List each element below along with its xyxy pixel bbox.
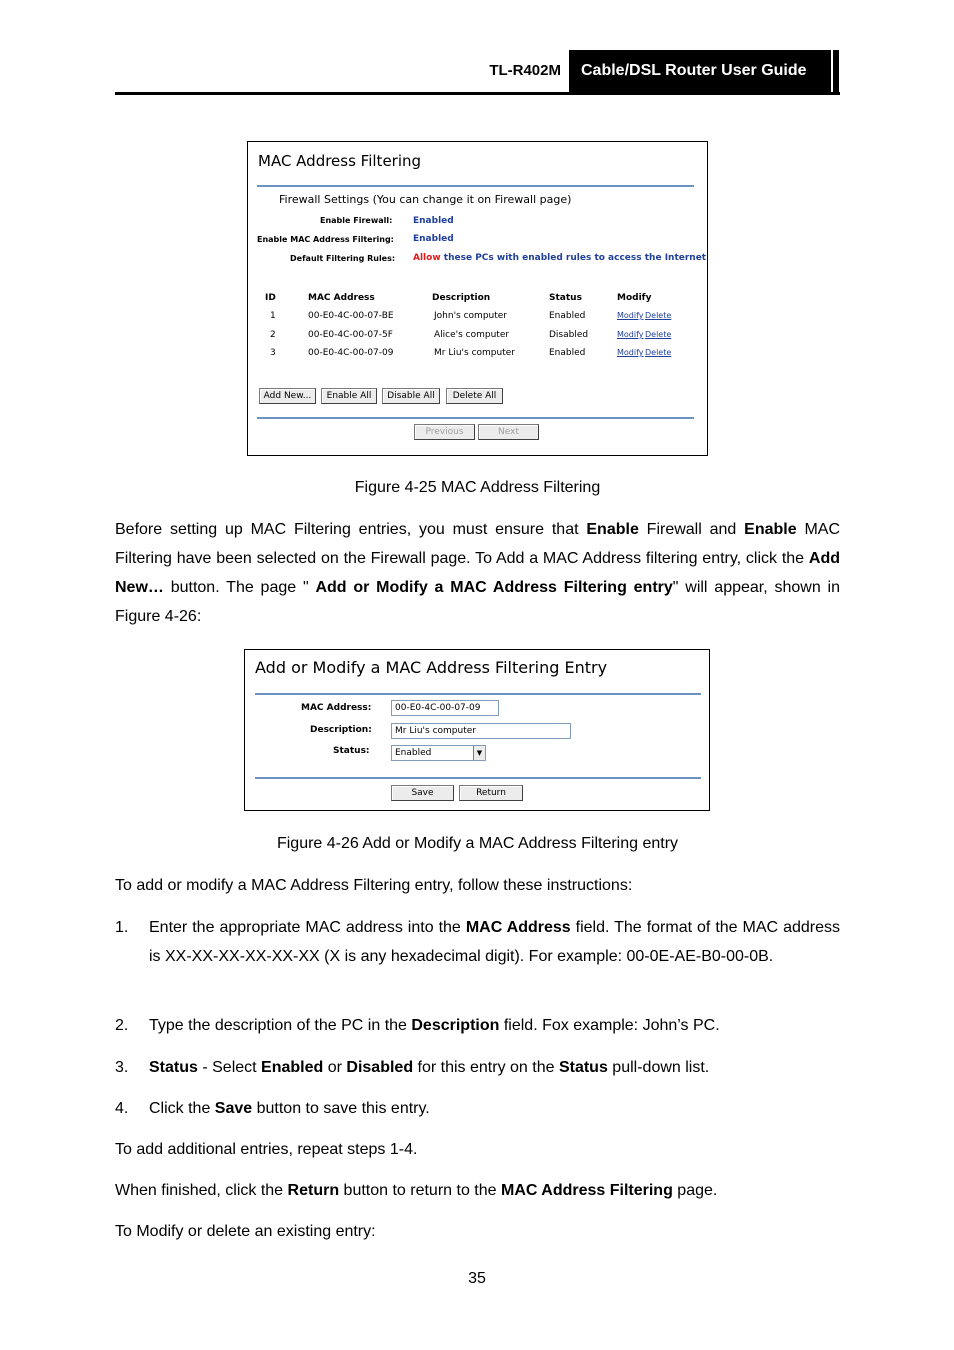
row-status: Enabled xyxy=(549,348,586,358)
mac-filtering-panel xyxy=(247,141,708,456)
chevron-down-icon[interactable]: ▼ xyxy=(473,746,485,760)
step-part: - Select xyxy=(197,1059,262,1076)
step-bold: MAC Address xyxy=(465,919,571,936)
delete-link[interactable]: Delete xyxy=(645,311,672,320)
title-divider xyxy=(257,185,694,187)
para-bold: Add New… xyxy=(115,550,840,596)
delete-link[interactable]: Delete xyxy=(645,348,672,357)
finished-text xyxy=(115,1176,840,1205)
figure-caption-2: Figure 4-26 Add or Modify a MAC Address Filtering entry xyxy=(276,835,679,852)
row-mac: 00-E0-4C-00-07-BE xyxy=(308,311,394,321)
step-part: or xyxy=(323,1059,347,1076)
modify-link[interactable]: Modify xyxy=(617,330,644,339)
para-text: Firewall and xyxy=(638,521,745,538)
para-bold: MAC Address Filtering xyxy=(500,1182,673,1199)
default-rules-value xyxy=(413,253,706,263)
para-text: Before setting up MAC Filtering entries, you must ensure that xyxy=(115,521,587,538)
table-row xyxy=(248,348,707,362)
header-model: TL-R402M xyxy=(489,62,561,79)
step-part: button to save this entry. xyxy=(252,1100,430,1117)
row-status: Enabled xyxy=(549,311,586,321)
para-bold: Enable xyxy=(744,521,797,538)
previous-button[interactable]: Previous xyxy=(414,424,475,440)
row-status: Disabled xyxy=(549,330,589,340)
step-part: Type the description of the PC in the xyxy=(149,1017,412,1034)
para-text: " will appear, shown in Figure 4-26: xyxy=(115,579,841,625)
page-number: 35 xyxy=(468,1270,486,1287)
panel-title: Add or Modify a MAC Address Filtering Entry xyxy=(255,658,608,677)
step-part: for this entry on the xyxy=(413,1059,559,1076)
step-number: 2. xyxy=(115,1017,129,1034)
col-modify: Modify xyxy=(617,293,652,303)
step-part: field. Fox example: John’s PC. xyxy=(499,1017,720,1034)
para-text: MAC Filtering have been selected on the Firewall page. To Add a MAC Address filtering entry, click the xyxy=(115,521,840,567)
enable-mac-label: Enable MAC Address Filtering: xyxy=(257,235,394,244)
mac-address-input[interactable]: 00-E0-4C-00-07-09 xyxy=(391,700,499,716)
table-row xyxy=(248,311,707,325)
bottom-divider xyxy=(257,417,694,419)
row-mac: 00-E0-4C-00-07-09 xyxy=(308,348,394,358)
row-description: Alice's computer xyxy=(434,330,510,340)
step-bold: Enabled xyxy=(261,1059,324,1076)
return-button[interactable]: Return xyxy=(459,785,523,801)
table-row xyxy=(248,330,707,344)
status-label: Status: xyxy=(333,746,370,756)
modify-intro-text: To Modify or delete an existing entry: xyxy=(115,1223,376,1240)
firewall-settings-heading: Firewall Settings (You can change it on Firewall page) xyxy=(279,193,572,206)
enable-firewall-value: Enabled xyxy=(413,216,454,226)
para-bold: Add or Modify a MAC Address Filtering entry xyxy=(315,579,673,596)
delete-all-button[interactable]: Delete All xyxy=(446,388,503,404)
step-bold: Status xyxy=(149,1059,198,1076)
instructions-intro: To add or modify a MAC Address Filtering entry, follow these instructions: xyxy=(115,877,633,894)
step-text xyxy=(149,1094,840,1123)
step-text xyxy=(149,1053,840,1082)
para-text: page. xyxy=(672,1182,718,1199)
header-guide-title: Cable/DSL Router User Guide xyxy=(569,50,839,92)
intro-paragraph xyxy=(115,515,840,631)
col-mac: MAC Address xyxy=(308,293,375,303)
step-part: Enter the appropriate MAC address into the xyxy=(149,919,466,936)
status-select[interactable] xyxy=(391,745,486,761)
step-number: 4. xyxy=(115,1100,129,1117)
step-number: 3. xyxy=(115,1059,129,1076)
status-select-value: Enabled xyxy=(395,748,432,758)
para-text: button to return to the xyxy=(339,1182,501,1199)
add-modify-entry-panel xyxy=(244,649,710,811)
col-status: Status xyxy=(549,293,582,303)
mac-address-label: MAC Address: xyxy=(301,703,372,713)
step-number: 1. xyxy=(115,919,129,936)
col-description: Description xyxy=(432,293,491,303)
step-part: field. The format of the MAC address is XX-XX-XX-XX-XX-XX (X is any hexadecimal digit). For example: 00-0E-AE-B0-00-0B. xyxy=(149,919,841,965)
default-rules-rest: these PCs with enabled rules to access the Internet xyxy=(443,253,707,263)
step-bold: Status xyxy=(558,1059,608,1076)
disable-all-button[interactable]: Disable All xyxy=(382,388,440,404)
modify-link[interactable]: Modify xyxy=(617,311,644,320)
step-bold: Description xyxy=(411,1017,500,1034)
title-divider xyxy=(255,693,701,695)
default-rules-label: Default Filtering Rules: xyxy=(290,254,396,263)
description-label: Description: xyxy=(310,725,372,735)
next-button[interactable]: Next xyxy=(478,424,539,440)
additional-entries-text: To add additional entries, repeat steps 1-4. xyxy=(115,1141,418,1158)
step-bold: Save xyxy=(214,1100,253,1117)
enable-mac-value: Enabled xyxy=(413,234,454,244)
save-button[interactable]: Save xyxy=(391,785,454,801)
step-bold: Disabled xyxy=(346,1059,414,1076)
enable-firewall-label: Enable Firewall: xyxy=(320,216,393,225)
col-id: ID xyxy=(265,293,276,303)
figure-caption-1: Figure 4-25 MAC Address Filtering xyxy=(354,479,601,496)
row-description: Mr Liu's computer xyxy=(434,348,515,358)
step-text xyxy=(149,1011,840,1040)
step-part: Click the xyxy=(149,1100,215,1117)
default-rules-allow: Allow xyxy=(413,253,441,263)
step-1 xyxy=(115,913,840,1000)
step-part: pull-down list. xyxy=(607,1059,710,1076)
bottom-divider xyxy=(255,777,701,779)
para-text: When finished, click the xyxy=(115,1182,288,1199)
row-id: 1 xyxy=(270,311,276,321)
delete-link[interactable]: Delete xyxy=(645,330,672,339)
para-bold: Enable xyxy=(586,521,639,538)
row-id: 3 xyxy=(270,348,276,358)
page-header xyxy=(115,50,840,95)
row-id: 2 xyxy=(270,330,276,340)
description-input[interactable]: Mr Liu's computer xyxy=(391,723,571,739)
add-new-button[interactable]: Add New... xyxy=(259,388,316,404)
step-text xyxy=(149,913,840,971)
row-mac: 00-E0-4C-00-07-5F xyxy=(308,330,393,340)
enable-all-button[interactable]: Enable All xyxy=(321,388,377,404)
panel-title: MAC Address Filtering xyxy=(258,152,422,170)
modify-link[interactable]: Modify xyxy=(617,348,644,357)
para-text: button. The page " xyxy=(163,579,316,596)
para-bold: Return xyxy=(287,1182,340,1199)
row-description: John's computer xyxy=(434,311,507,321)
